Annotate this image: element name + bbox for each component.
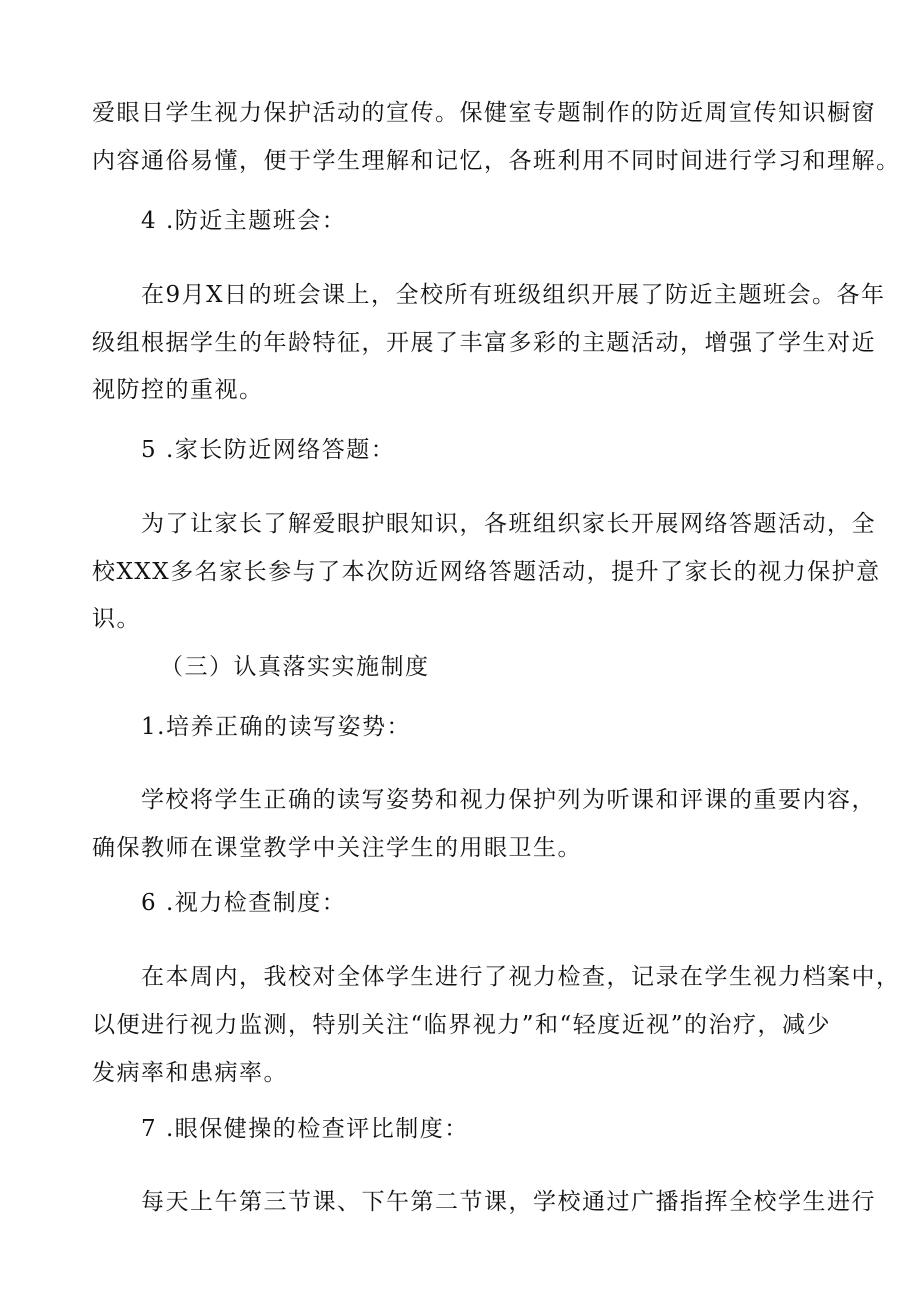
paragraph-line: 级组根据学生的年龄特征，开展了丰富多彩的主题活动，增强了学生对近 [92,330,876,356]
paragraph-line: 内容通俗易懂，便于学生理解和记忆，各班利用不同时间进行学习和理解。 [92,148,901,174]
paragraph-line: 在9月X日的班会课上，全校所有班级组织开展了防近主题班会。各年 [141,282,886,308]
paragraph-line: 在本周内，我校对全体学生进行了视力检查，记录在学生视力档案中， [141,964,901,990]
paragraph-line: 发病率和患病率。 [92,1060,288,1086]
section-heading: 5 .家长防近网络答题： [141,437,396,463]
paragraph-line: 以便进行视力监测，特别关注“临界视力”和“轻度近视”的治疗，减少 [92,1012,832,1038]
paragraph-line: 爱眼日学生视力保护活动的宣传。保健室专题制作的防近周宣传知识橱窗 [92,100,876,126]
paragraph-line: 为了让家长了解爱眼护眼知识，各班组织家长开展网络答题活动，全 [141,511,876,537]
section-heading: 6 .视力检查制度： [141,890,347,916]
section-heading: 4 .防近主题班会： [141,208,347,234]
section-heading: 1.培养正确的读写姿势： [141,714,411,740]
paragraph-line: 学校将学生正确的读写姿势和视力保护列为听课和评课的重要内容， [141,787,876,813]
section-heading: 7 .眼保健操的检查评比制度： [141,1116,469,1142]
subsection-title: （三）认真落实实施制度 [160,654,430,680]
paragraph-line: 确保教师在课堂教学中关注学生的用眼卫生。 [92,835,582,861]
paragraph-line: 每天上午第三节课、下午第二节课，学校通过广播指挥全校学生进行 [141,1189,876,1215]
paragraph-line: 视防控的重视。 [92,377,264,403]
paragraph-line: 校XXX多名家长参与了本次防近网络答题活动，提升了家长的视力保护意 [92,559,881,585]
paragraph-line: 识。 [92,606,141,632]
